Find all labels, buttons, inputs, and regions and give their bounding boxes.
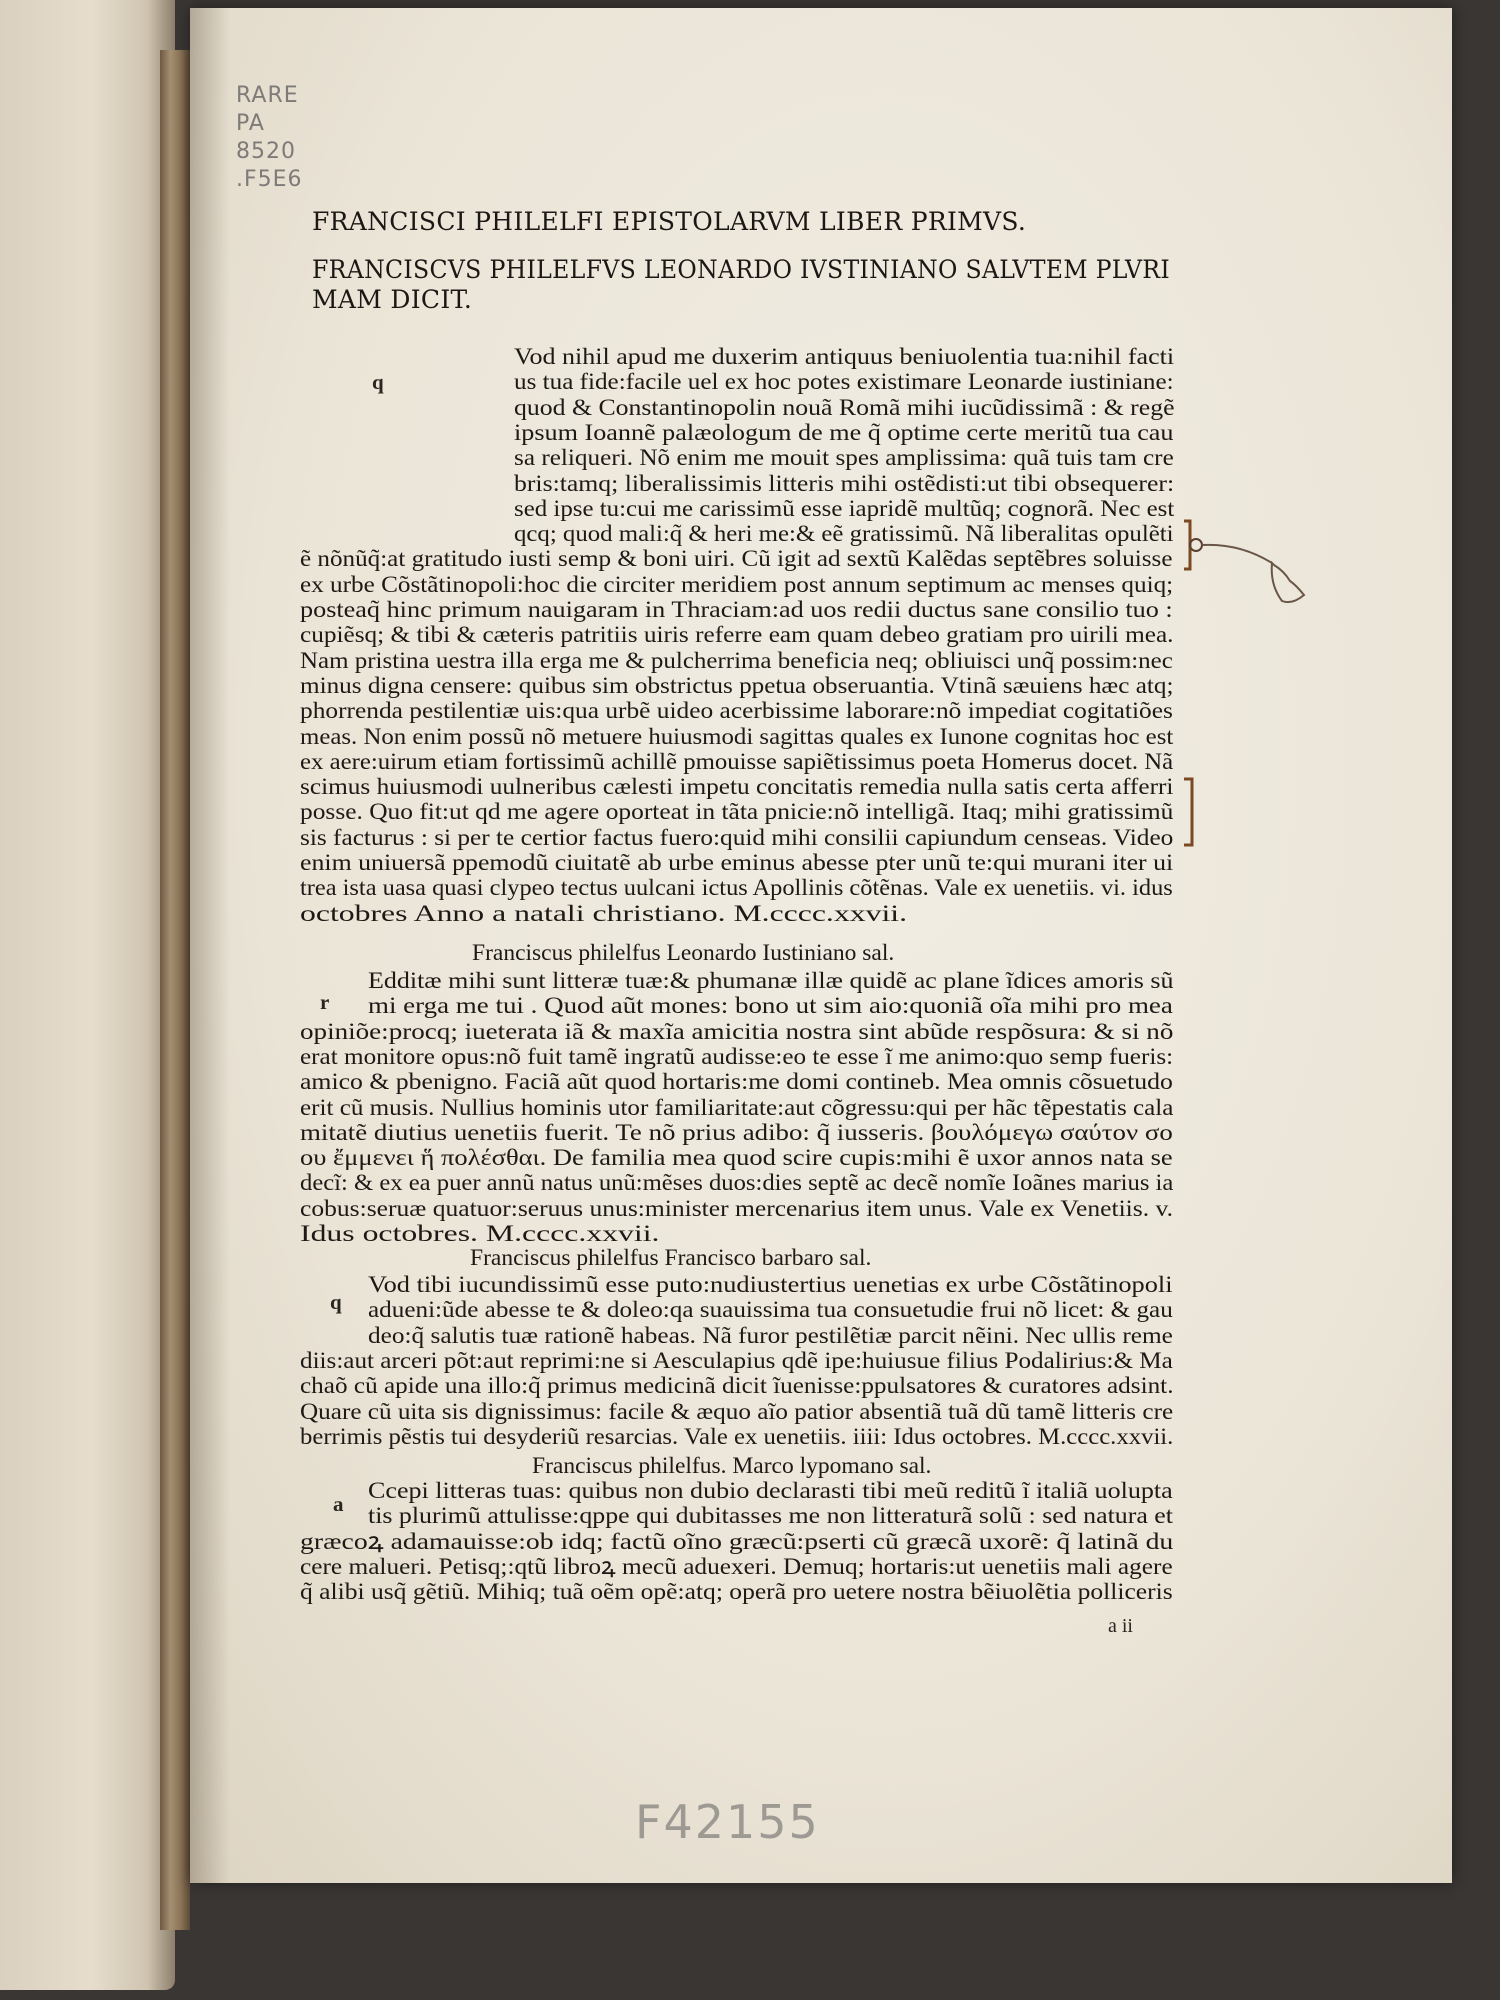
text-line: berrimis pẽstis tui desyderiũ resarcias. Vale ex uenetiis. iiii: Idus octobres. M.cccc.xxvii. <box>300 1423 1174 1450</box>
text-line: Edditæ mihi sunt litteræ tuæ:& phumanæ illæ quidẽ ac plane ĩdices amoris sũ <box>368 968 1174 994</box>
shelf-mark-line: RARE <box>236 83 299 108</box>
text-line: q̃ alibi usq̃ gẽtiũ. Mihiq; tuã oẽm opẽ:atq; operã pro uetere nostra bẽiuolẽtia polliceris <box>300 1579 1173 1606</box>
text-line: mitatẽ diutius uenetiis fuerit. Te nõ prius adibo: q̃ iusseris. βουλόμεγω σαύτον σο <box>300 1119 1173 1146</box>
book-title: FRANCISCI PHILELFI EPISTOLARVM LIBER PRIMVS. <box>312 207 1027 236</box>
text-line: posse. Quo fit:ut qd me agere oporteat in tãta pnicie:nõ intelligã. Itaq; mihi gratissimũ <box>300 799 1174 826</box>
marginal-bracket <box>1180 775 1200 855</box>
marginal-pointing-hand-icon <box>1180 515 1320 625</box>
text-line: sis facturus : si per te certior factus fuero:quid mihi consilii capiundum censeas. Video <box>300 824 1174 851</box>
text-line: erit cũ musis. Nullius hominis utor familiaritate:aut cõgressu:qui per hãc tẽpestatis cala <box>300 1094 1174 1121</box>
text-line: sed ipse tu:cui me carissimũ esse iapridẽ multũq; cognorã. Nec est <box>514 495 1175 522</box>
letter-salutation: Franciscus philelfus. Marco lypomano sal. <box>532 1453 932 1479</box>
text-line: Quare cũ uita sis dignissimus: facile & æquo aĩo patior absentiã tuã dũ tamẽ litteris cre <box>300 1398 1174 1425</box>
text-line: Nam pristina uestra illa erga me & pulcherrima beneficia neq; obliuisci unq̃ possim:nec <box>300 647 1173 674</box>
text-line: mi erga me tui . Quod aũt mones: bono ut sim aio:quoniã oĩa mihi pro mea <box>368 993 1173 1020</box>
text-line: græcoꝝ adamauisse:ob idq; factũ oĩno græcũ:pserti cũ græcã uxorẽ: q̃ latinã du <box>300 1528 1174 1555</box>
letter-salutation: Franciscus philelfus Leonardo Iustiniano sal. <box>472 940 895 966</box>
shelf-mark-line: 8520 <box>236 139 296 164</box>
text-line: tis plurimũ attulisse:qppe qui dubitasses me non litteraturã solũ : sed natura et <box>368 1503 1173 1530</box>
letter-heading-continued: MAM DICIT. <box>312 285 473 314</box>
text-line: meas. Non enim possũ nõ metuere huiusmodi sagittas quales ex Iunone cognitas hoc est <box>300 723 1174 750</box>
text-line: Ccepi litteras tuas: quibus non dubio declarasti tibi meũ reditũ ĩ italiã uolupta <box>368 1478 1173 1504</box>
text-line: ου ἔμμενει ἥ πολέσθαι. De familia mea quod scire cupis:mihi ẽ uxor annos nata se <box>300 1145 1173 1172</box>
text-line: ẽ nõnũq̃:at gratitudo iusti semp & boni uiri. Cũ igit ad sextũ Kalẽdas septẽbres soluisse <box>300 546 1173 573</box>
text-line: ipsum Ioannẽ palæologum de me q̃ optime certe meritũ tua cau <box>514 419 1174 446</box>
book-spine <box>160 50 190 1930</box>
text-line: enim uniuersã ppemodũ ciuitatẽ ab urbe eminus abesse pter unũ te:qui murani iter ui <box>300 850 1174 876</box>
text-line: Vod tibi iucundissimũ esse puto:nudiustertius uenetias ex urbe Cõstãtinopoli <box>368 1272 1173 1298</box>
letter-heading: FRANCISCVS PHILELFVS LEONARDO IVSTINIANO SALVTEM PLVRI <box>312 255 1170 284</box>
text-line: chaõ cũ apide una illo:q̃ primus medicinã dicit ĩuenisse:ppulsatores & curatores adsint. <box>300 1373 1174 1400</box>
gutter-shadow <box>190 8 230 1883</box>
text-line: deo:q̃ salutis tuæ rationẽ habeas. Nã furor pestilẽtiæ parcit nẽini. Nec ullis reme <box>368 1322 1173 1349</box>
text-line: phorrenda pestilentiæ uis:qua urbẽ uideo acerbissime laborare:nõ impediat cogitatiões <box>300 698 1173 725</box>
signature-mark: a ii <box>1108 1615 1133 1637</box>
text-line: opiniõe:procq; iueterata iã & maxĩa amicitia nostra sint abũde respõsura: & si nõ <box>300 1018 1174 1045</box>
text-line: adueni:ũde abesse te & doleo:qa suauissima tua consuetudie frui nõ licet: & gau <box>368 1297 1173 1324</box>
guide-letter: r <box>320 990 330 1014</box>
text-line: minus digna censere: quibus sim obstrictus ppetua obseruantia. Vtinã sæuiens hæc atq; <box>300 672 1174 699</box>
text-line: posteaq̃ hinc primum nauigaram in Thraciam:ad uos redii ductus sane consilio tuo : <box>300 597 1173 623</box>
text-line: sa reliqueri. Nõ enim me mouit spes amplissima: quã tuis tam cre <box>514 445 1174 472</box>
text-line: ex aere:uirum etiam fortissimũ achillẽ pmouisse sapiẽtissimus poeta Homerus docet. Nã <box>300 748 1174 775</box>
text-line: ex urbe Cõstãtinopoli:hoc die circiter meridiem post annum septimum ac menses quiq; <box>300 571 1174 598</box>
text-line: cere malueri. Petisq;:qtũ libroꝝ mecũ aduexeri. Demuq; hortaris:ut uenetiis mali agere <box>300 1553 1173 1580</box>
guide-letter: q <box>372 370 384 394</box>
text-line: erat monitore opus:nõ fuit tamẽ ingratũ audisse:eo te esse ĩ me animo:quo semp fueris: <box>300 1043 1174 1070</box>
text-line: bris:tamq; liberalissimis litteris mihi ostẽdisti:ut tibi obsequerer: <box>514 470 1175 497</box>
text-line: amico & pbenigno. Faciã aũt quod hortaris:me domi contineb. Mea omnis cõsuetudo <box>300 1069 1173 1096</box>
text-line: Vod nihil apud me duxerim antiquus beniuolentia tua:nihil facti <box>514 344 1175 370</box>
text-line: trea ista uasa quasi clypeo tectus uulcani ictus Apollinis cõtẽnas. Vale ex uenetiis. vi. idus <box>300 875 1173 902</box>
text-line: cupiẽsq; & tibi & cæteris patritiis uiris referre eam quam debeo gratiam pro uirili mea. <box>300 622 1174 649</box>
left-page <box>0 0 175 1990</box>
shelf-mark <box>236 82 356 194</box>
letter-salutation: Franciscus philelfus Francisco barbaro sal. <box>470 1245 872 1271</box>
text-line: decĩ: & ex ea puer annũ natus unũ:mẽses duos:dies septẽ ac decẽ nomĩe Ioãnes marius ia <box>300 1170 1174 1197</box>
text-line: Idus octobres. M.cccc.xxvii. <box>300 1221 660 1247</box>
guide-letter: a <box>333 1492 344 1516</box>
shelf-mark-line: .F5E6 <box>236 167 303 192</box>
text-line: scimus huiusmodi uulneribus cælesti impetu concitatis remedia nulla satis certa afferri <box>300 774 1174 801</box>
text-line: diis:aut arceri põt:aut reprimi:ne si Aesculapius qdẽ ipe:huiusue filius Podalirius:& Ma <box>300 1347 1173 1374</box>
text-line: octobres Anno a natali christiano. M.cccc.xxvii. <box>300 900 908 927</box>
text-line: cobus:seruæ quatuor:seruus unus:minister mercenarius item unus. Vale ex Venetiis. v. <box>300 1195 1173 1222</box>
text-line: qcq; quod mali:q̃ & heri me:& eẽ gratissimũ. Nã liberalitas opulẽti <box>514 521 1174 548</box>
accession-number: F42155 <box>635 1795 820 1849</box>
text-line: quod & Constantinopolin nouã Romã mihi iucũdissimã : & regẽ <box>514 394 1175 421</box>
text-line: us tua fide:facile uel ex hoc potes existimare Leonarde iustiniane: <box>514 369 1174 396</box>
guide-letter: q <box>330 1290 342 1314</box>
shelf-mark-line: PA <box>236 111 265 136</box>
